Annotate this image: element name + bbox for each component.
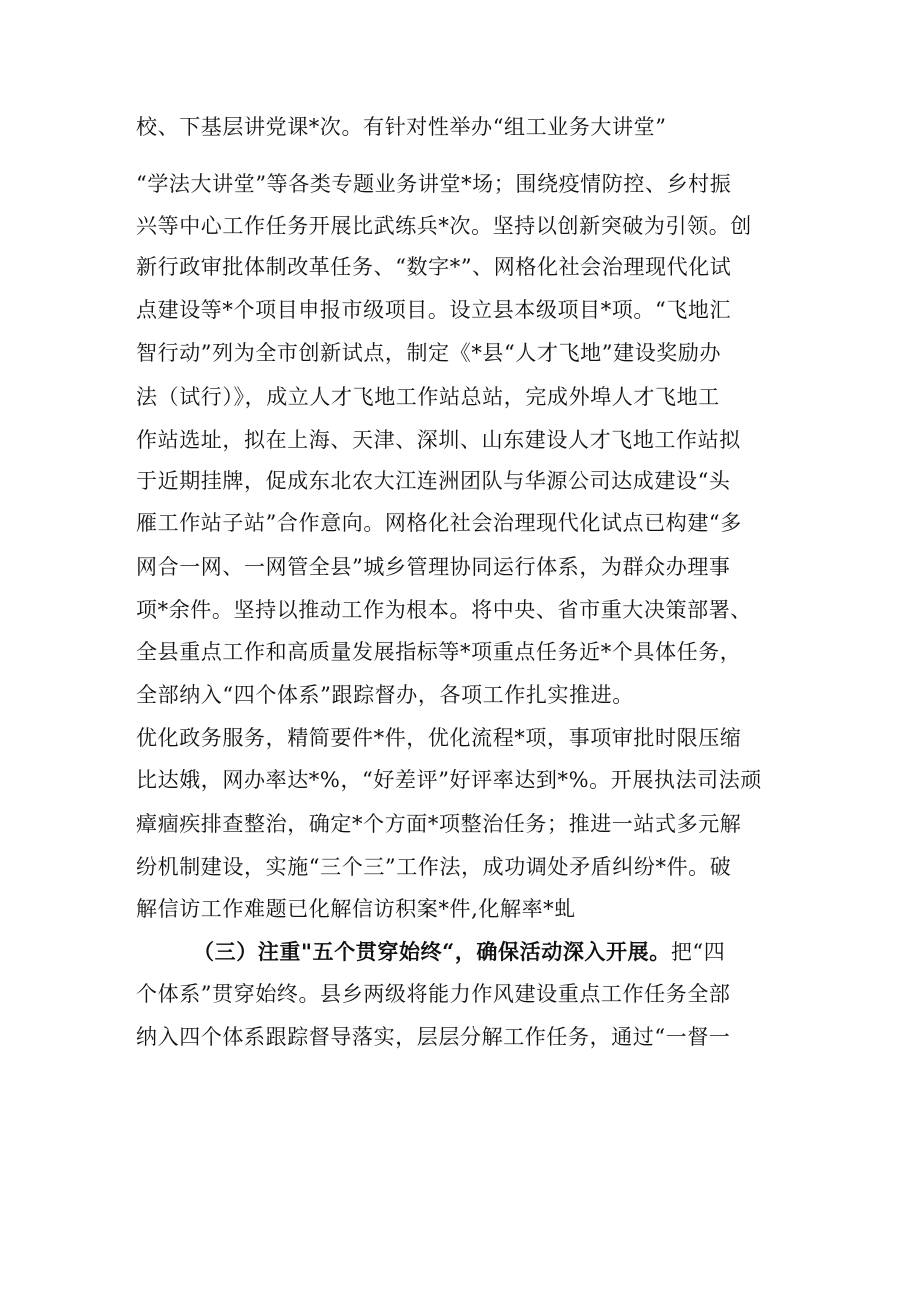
paragraph-line: 雁工作站子站”合作意向。网格化社会治理现代化试点已构建“多	[136, 511, 742, 535]
section-heading-line	[193, 938, 725, 966]
paragraph-line: 个体系”贯穿始终。县乡两级将能力作风建设重点工作任务全部	[136, 982, 731, 1006]
paragraph-line: 全县重点工作和高质量发展指标等*项重点任务近*个具体任务，	[136, 640, 742, 664]
paragraph-line: 智行动”列为全市创新试点，制定《*县“人才飞地”建设奖励办	[136, 341, 722, 365]
paragraph-line: 新行政审批体制改革任务、“数字*”、网格化社会治理现代化试	[136, 255, 732, 279]
paragraph-line: 兴等中心工作任务开展比武练兵*次。坚持以创新突破为引领。创	[136, 214, 752, 238]
paragraph-line: “学法大讲堂”等各类专题业务讲堂*场；围绕疫情防控、乡村振	[136, 172, 732, 196]
paragraph-line: 校、下基层讲党课*次。有针对性举办“组工业务大讲堂”	[136, 115, 667, 139]
paragraph-line: 全部纳入“四个体系”跟踪督办，各项工作扎实推进。	[136, 683, 634, 707]
paragraph-line: 法（试行）》，成立人才飞地工作站总站，完成外埠人才飞地工	[136, 385, 720, 409]
paragraph-line: 网合一网、一网管全县”城乡管理协同运行体系，为群众办理事	[136, 555, 731, 579]
section-heading-continuation: 把“四	[670, 940, 726, 964]
paragraph-line: 比达娥，网办率达*%，“好差评”好评率达到*%。开展执法司法顽	[136, 768, 762, 792]
paragraph-line: 纳入四个体系跟踪督导落实，层层分解工作任务，通过“一督一	[136, 1025, 731, 1049]
paragraph-line: 纷机制建设，实施“三个三”工作法，成功调处矛盾纠纷*件。破	[136, 855, 732, 879]
paragraph-line: 瘴痼疾排查整治，确定*个方面*项整治任务；推进一站式多元解	[136, 812, 742, 836]
paragraph-line: 作站选址，拟在上海、天津、深圳、山东建设人才飞地工作站拟	[136, 428, 741, 452]
paragraph-line: 解信访工作难题已化解信访积案*件,化解率*虬	[136, 897, 576, 921]
paragraph-line: 优化政务服务，精简要件*件，优化流程*项，事项审批时限压缩	[136, 726, 742, 750]
section-heading: （三）注重"五个贯穿始终“，确保活动深入开展。	[193, 939, 671, 964]
paragraph-line: 点建设等*个项目申报市级项目。设立县本级项目*项。“飞地汇	[136, 298, 732, 322]
paragraph-line: 项*余件。坚持以推动工作为根本。将中央、省市重大决策部署、	[136, 598, 752, 622]
paragraph-line: 于近期挂牌，促成东北农大江连洲团队与华源公司达成建设“头	[136, 469, 731, 493]
